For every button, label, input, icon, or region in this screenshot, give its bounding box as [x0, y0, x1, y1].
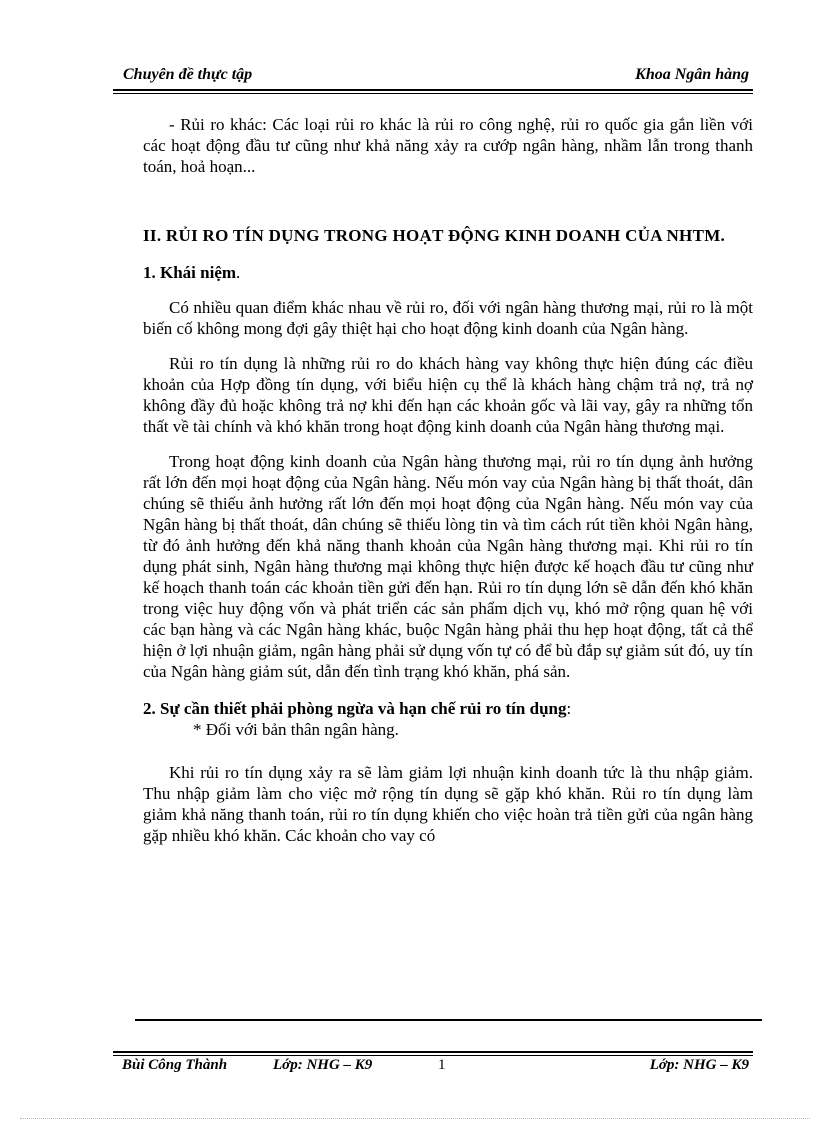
page-header — [113, 64, 753, 88]
header-rule-thin — [113, 93, 753, 94]
subsection-heading-2-colon: : — [566, 699, 572, 718]
footer-class-right: Lớp: NHG – K9 — [649, 1057, 749, 1073]
page-number: 1 — [438, 1057, 446, 1073]
subsection-item: * Đối với bản thân ngân hàng. — [193, 720, 399, 739]
paragraph-impact: Trong hoạt động kinh doanh của Ngân hàng thương mại, rủi ro tín dụng ảnh hưởng rất lớn đến mọi hoạt động của Ngân hàng. Nếu món vay của Ngân hàng bị thất thoát, dân chúng sẽ thiếu ảnh hưởng rất lớn đến mọi hoạt động của Ngân hàng. Nếu món vay của Ngân hàng bị thất thoát, dân chúng sẽ thiếu lòng tin và tìm cách rút tiền khỏi Ngân hàng, từ đó ảnh hưởng đến khả năng thanh khoản của Ngân hàng thương mại. Khi rủi ro tín dụng phát sinh, Ngân hàng thương mại không thực hiện được kế hoạch đầu tư cũng như kế hoạch thanh toán các khoản tiền gửi đến hạn. Rủi ro tín dụng lớn sẽ dẫn đến khó khăn trong việc huy động vốn và phát triển các sản phẩm dịch vụ, khó mở rộng quan hệ với các bạn hàng và các Ngân hàng khác, buộc Ngân hàng phải thu hẹp hoạt động, tất cả thể hiện ở lợi nhuận giảm, ngân hàng phải sử dụng vốn tự có để bù đắp sự giảm sút đó, uy tín của Ngân hàng giảm sút, dẫn đến tình trạng khó khăn, phá sản. — [143, 452, 753, 681]
section-heading: II. RỦI RO TÍN DỤNG TRONG HOẠT ĐỘNG KINH DOANH CỦA NHTM. — [143, 226, 726, 245]
document-body — [143, 114, 753, 846]
footer-rule-upper — [135, 1019, 762, 1021]
intro-paragraph: - Rủi ro khác: Các loại rủi ro khác là rủi ro công nghệ, rủi ro quốc gia gắn liền với các hoạt động đầu tư cũng như khả năng xảy ra cướp ngân hàng, nhầm lẫn trong thanh toán, hoả hoạn... — [143, 115, 753, 176]
subsection-heading-1-period: . — [236, 263, 241, 282]
header-title-right: Khoa Ngân hàng — [635, 66, 749, 83]
paragraph-bank-impact: Khi rủi ro tín dụng xảy ra sẽ làm giảm lợi nhuận kinh doanh tức là thu nhập giảm. Thu nhập giảm làm cho việc mở rộng tín dụng sẽ gặp khó khăn. Rủi ro tín dụng làm giảm khả năng thanh toán, rủi ro tín dụng khiến cho việc hoàn trả tiền gửi của ngân hàng gặp nhiều khó khăn. Các khoản cho vay có — [143, 763, 753, 845]
page-edge-dots — [20, 1118, 810, 1119]
subsection-heading-1-text: 1. Khái niệm — [143, 263, 237, 282]
header-title-left: Chuyên đề thực tập — [123, 66, 253, 83]
paragraph-definition: Có nhiều quan điểm khác nhau về rủi ro, đối với ngân hàng thương mại, rủi ro là một biến cố không mong đợi gây thiệt hại cho hoạt động kinh doanh của Ngân hàng. — [143, 298, 753, 338]
paragraph-credit-risk: Rủi ro tín dụng là những rủi ro do khách hàng vay không thực hiện đúng các điều khoản của Hợp đồng tín dụng, với biểu hiện cụ thể là khách hàng chậm trả nợ, trả nợ không đầy đủ hoặc không trả nợ khi đến hạn các khoản gốc và lãi vay, gây ra những tổn thất về tài chính và khó khăn trong hoạt động kinh doanh của Ngân hàng thương mại. — [143, 354, 753, 436]
header-rule — [113, 89, 753, 91]
subsection-heading-2 — [143, 698, 753, 719]
footer-rule-thin — [113, 1055, 753, 1056]
footer-class-left: Lớp: NHG – K9 — [273, 1057, 373, 1073]
footer-author: Bùi Công Thành — [122, 1057, 228, 1073]
page-footer — [113, 1057, 753, 1079]
subsection-heading-1 — [143, 262, 753, 283]
subsection-heading-2-text: 2. Sự cần thiết phải phòng ngừa và hạn chế rủi ro tín dụng — [143, 699, 567, 718]
footer-rule — [113, 1051, 753, 1053]
